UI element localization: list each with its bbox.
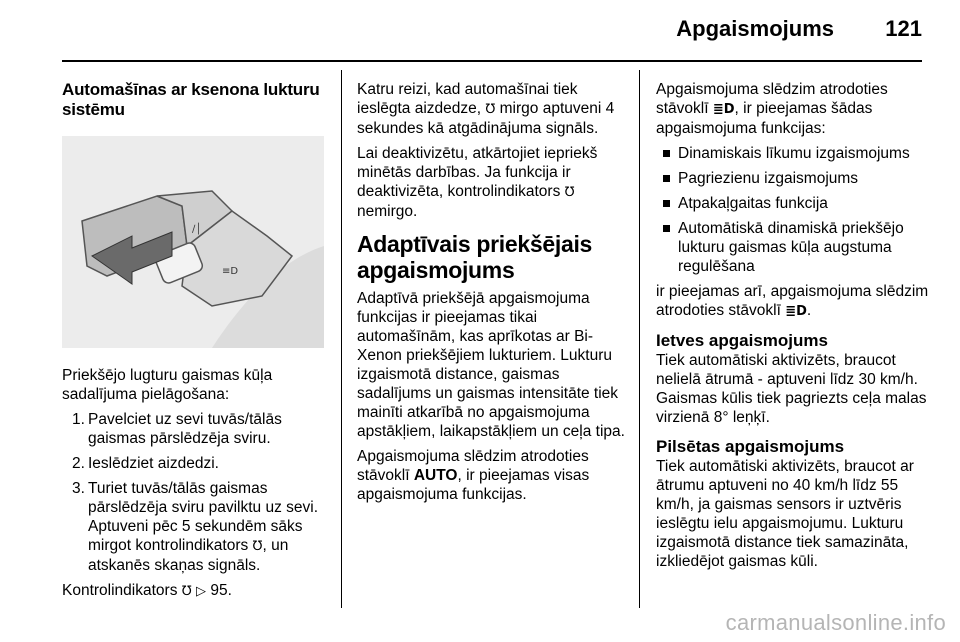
auto-paragraph: Apgaismojuma slēdzim atrodoties stāvoklī AUTO, ir pieejamas visas apgaismojuma funkcijas. (357, 448, 590, 503)
page-header (62, 14, 922, 44)
headlight-switch-stalk-illustration (62, 136, 324, 348)
adaptive-paragraph: Adaptīvā priekšējā apgaismojuma funkcijas ir pieejamas tikai automašīnām, kas aprīkotas ar Bi-Xenon priekšējiem lukturiem. Lukturu izgaismotā distance, gaismas sadalījums un gaismas intensitāte tiek mainīti atkarībā no apgaismojuma apstākļiem, laikapstākļiem un ceļa tipa. (357, 290, 625, 440)
list-item: Automātiskā dinamiskā priekšējo lukturu gaismas kūļa augstuma regulēšana (656, 219, 936, 276)
low-beam-icon: ≣D (785, 304, 807, 319)
section-heading-adaptive: Adaptīvais priekšējais apgaismojums (357, 231, 593, 283)
subheading-city: Pilsētas apgaismojums (656, 437, 845, 456)
watermark: carmanualsonline.info (725, 610, 946, 635)
headlight-range-indicator-icon: ℧ (564, 185, 575, 200)
list-item: Dinamiskais līkumu izgaismojums (656, 144, 936, 163)
headlight-stalk-figure (62, 136, 324, 348)
list-item: Pagriezienu izgaismojums (656, 169, 936, 188)
page-reference-icon: ▷ (196, 584, 207, 599)
reminder-paragraph: Katru reizi, kad automašīnai tiek ieslēgta aizdedze, ℧ mirgo aptuveni 4 sekundes kā atgādinājuma signāls. (357, 81, 615, 137)
list-item: 2. Ieslēdziet aizdedzi. (72, 455, 219, 472)
page-title: Apgaismojums (676, 16, 834, 41)
column-divider-2 (639, 70, 640, 608)
column-1 (62, 80, 330, 607)
subheading-sidewalk: Ietves apgaismojums (656, 331, 828, 350)
steps-list (62, 410, 330, 575)
list-item: 1. Pavelciet uz sevi tuvās/tālās gaismas pārslēdzēja sviru. (72, 411, 282, 447)
svg-text:∕│: ∕│ (192, 224, 202, 235)
also-available-paragraph: ir pieejamas arī, apgaismojuma slēdzim atrodoties stāvoklī ≣D. (656, 283, 929, 319)
headlight-range-indicator-icon: ℧ (252, 539, 263, 554)
deactivate-paragraph: Lai deaktivizētu, atkārtojiet iepriekš minētās darbības. Ja funkcija ir deaktivizēta, kontrolindikators ℧ nemirgo. (357, 145, 598, 220)
headlight-range-indicator-icon: ℧ (485, 102, 496, 117)
sidewalk-paragraph: Tiek automātiski aktivizēts, braucot nelielā ātrumā - aptuveni līdz 30 km/h. Gaismas kūlis tiek pagriezts ceļa malas virzienā 8° leņķī. (656, 352, 927, 426)
low-beam-icon: ≣D (712, 102, 735, 117)
section-heading-xenon: Automašīnas ar ksenona lukturu sistēmu (62, 80, 320, 119)
intro-text: Priekšējo lugturu gaismas kūļa sadalījuma pielāgošana: (62, 367, 273, 403)
list-item: 3. Turiet tuvās/tālās gaismas pārslēdzēja sviru pavilktu uz sevi. Aptuveni pēc 5 sekundēm sāks mirgot kontrolindikators ℧, un atskanēs skaņas signāls. (72, 480, 319, 574)
headlight-range-indicator-icon: ℧ (181, 584, 192, 599)
column-2 (357, 80, 635, 510)
functions-list (656, 144, 936, 276)
column-3 (656, 80, 936, 577)
reference-text: Kontrolindikators ℧ ▷ 95. (62, 582, 232, 599)
city-paragraph: Tiek automātiski aktivizēts, braucot ar ātrumu aptuveni no 40 km/h līdz 55 km/h, ja gaismas sensors ir uztvēris ieslēgtu ielu apgaismojumu. Lukturu izgaismotā distance tiek samazināta, izkliedējot gaismas kūli. (656, 458, 914, 570)
svg-text:≡D: ≡D (222, 266, 239, 277)
page-number: 121 (885, 16, 922, 41)
functions-intro: Apgaismojuma slēdzim atrodoties stāvoklī ≣D, ir pieejamas šādas apgaismojuma funkcijas: (656, 81, 888, 137)
header-divider (62, 60, 922, 62)
auto-label: AUTO (413, 467, 458, 484)
list-item: Atpakaļgaitas funkcija (656, 194, 936, 213)
column-divider-1 (341, 70, 342, 608)
